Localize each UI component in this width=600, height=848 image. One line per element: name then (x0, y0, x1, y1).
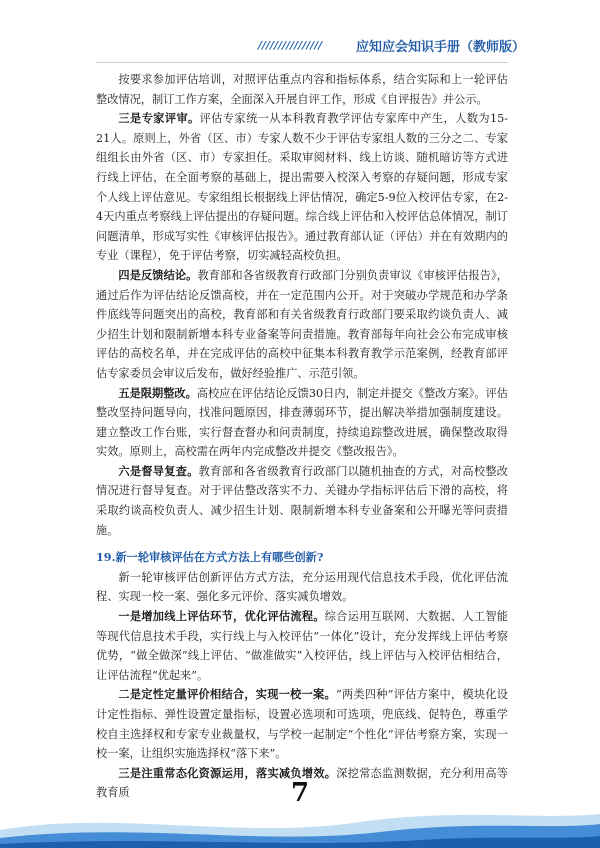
paragraph-lead: 三是专家评审。 (118, 111, 200, 126)
header-divider (96, 62, 508, 63)
body-text (96, 70, 508, 803)
header-decoration: //////////////// (258, 39, 323, 52)
header-title: 应知应会知识手册（教师版） (356, 40, 526, 55)
paragraph-lead: 六是督导复查。 (118, 463, 199, 478)
paragraph: 六是督导复查。教育部和各省级教育行政部门以随机抽查的方式，对高校整改情况进行督导复查。对于评估整改落实不力、关键办学指标评估后下滑的高校，将采取约谈高校负责人、减少招生计划、限制新增本科专业备案和公开曝光等问责措施。 (96, 463, 508, 537)
footer-wave-decoration (0, 800, 600, 848)
paragraph: 一是增加线上评估环节，优化评估流程。综合运用互联网、大数据、人工智能等现代信息技术手段，实行线上与入校评估“一体化”设计，充分发挥线上评估考察优势，“做全做深”线上评估、“做准做实”入校评估，线上评估与入校评估相结合，让评估流程“优起来”。 (96, 609, 508, 682)
paragraph: 二是定性定量评价相结合，实现一校一案。“两类四种”评估方案中，模块化设计定性指标、弹性设置定量指标，设置必选项和可选项，兜底线、促特色，尊重学校自主选择权和专家专业裁量权，与学校一起制定“个性化”评估考察方案，实现一校一案，让组织实施选择权“落下来”。 (96, 687, 508, 761)
page-number: 7 (290, 778, 310, 808)
paragraph: 四是反馈结论。教育部和各省级教育行政部门分别负责审议《审核评估报告》，通过后作为评估结论反馈高校，并在一定范围内公开。对于突破办学规范和办学条件底线等问题突出的高校，教育部和有关省级教育行政部门要采取约谈负责人、减少招生计划和限制新增本科专业备案等问责措施。教育部每年向社会公布完成审核评估的高校名单，并在完成评估的高校中征集本科教育教学示范案例，经教育部评估专家委员会审议后发布，做好经验推广、示范引领。 (96, 267, 508, 380)
page-header (0, 34, 600, 54)
section-question: 19.新一轮审核评估在方式方法上有哪些创新? (96, 550, 324, 565)
paragraph-lead: 四是反馈结论。 (118, 267, 198, 282)
paragraph-lead: 三是注重常态化资源运用，落实减负增效。 (118, 765, 337, 780)
paragraph: 按要求参加评估培训，对照评估重点内容和指标体系，结合实际和上一轮评估整改情况，制订工作方案，全面深入开展自评工作，形成《自评报告》并公示。 (96, 73, 508, 106)
paragraph: 新一轮审核评估创新评估方式方法，充分运用现代信息技术手段，优化评估流程、实现一校一案、强化多元评价、落实减负增效。 (96, 570, 508, 604)
paragraph: 三是专家评审。评估专家统一从本科教育教学评估专家库中产生，人数为15-21人。原则上，外省（区、市）专家人数不少于评估专家组人数的三分之二、专家组组长由外省（区、市）专家担任。采取审阅材料、线上访谈、随机暗访等方式进行线上评估，在全面考察的基础上，提出需要入校深入考察的存疑问题，形成专家个人线上评估意见。专家组组长根据线上评估情况，确定5-9位入校评估专家，在2-4天内重点考察线上评估提出的存疑问题。综合线上评估和入校评估总体情况，制订问题清单，形成写实性《审核评估报告》。通过教育部认证（评估）并在有效期内的专业（课程），免于评估考察，切实减轻高校负担。 (96, 111, 508, 263)
paragraph-lead: 一是增加线上评估环节，优化评估流程。 (118, 609, 325, 624)
paragraph: 三是注重常态化资源运用，落实减负增效。深挖常态监测数据，充分利用高等教育质 (96, 765, 508, 800)
paragraph: 五是限期整改。高校应在评估结论反馈30日内，制定并提交《整改方案》。评估整改坚持问题导向，找准问题原因，排查薄弱环节，提出解决举措加强制度建设。建立整改工作台账，实行督查督办和问责制度，持续追踪整改进展，确保整改取得实效。原则上，高校需在两年内完成整改并提交《整改报告》。 (96, 385, 508, 459)
paragraph-lead: 五是限期整改。 (118, 385, 197, 400)
paragraph-lead: 二是定性定量评价相结合，实现一校一案。 (118, 687, 336, 702)
